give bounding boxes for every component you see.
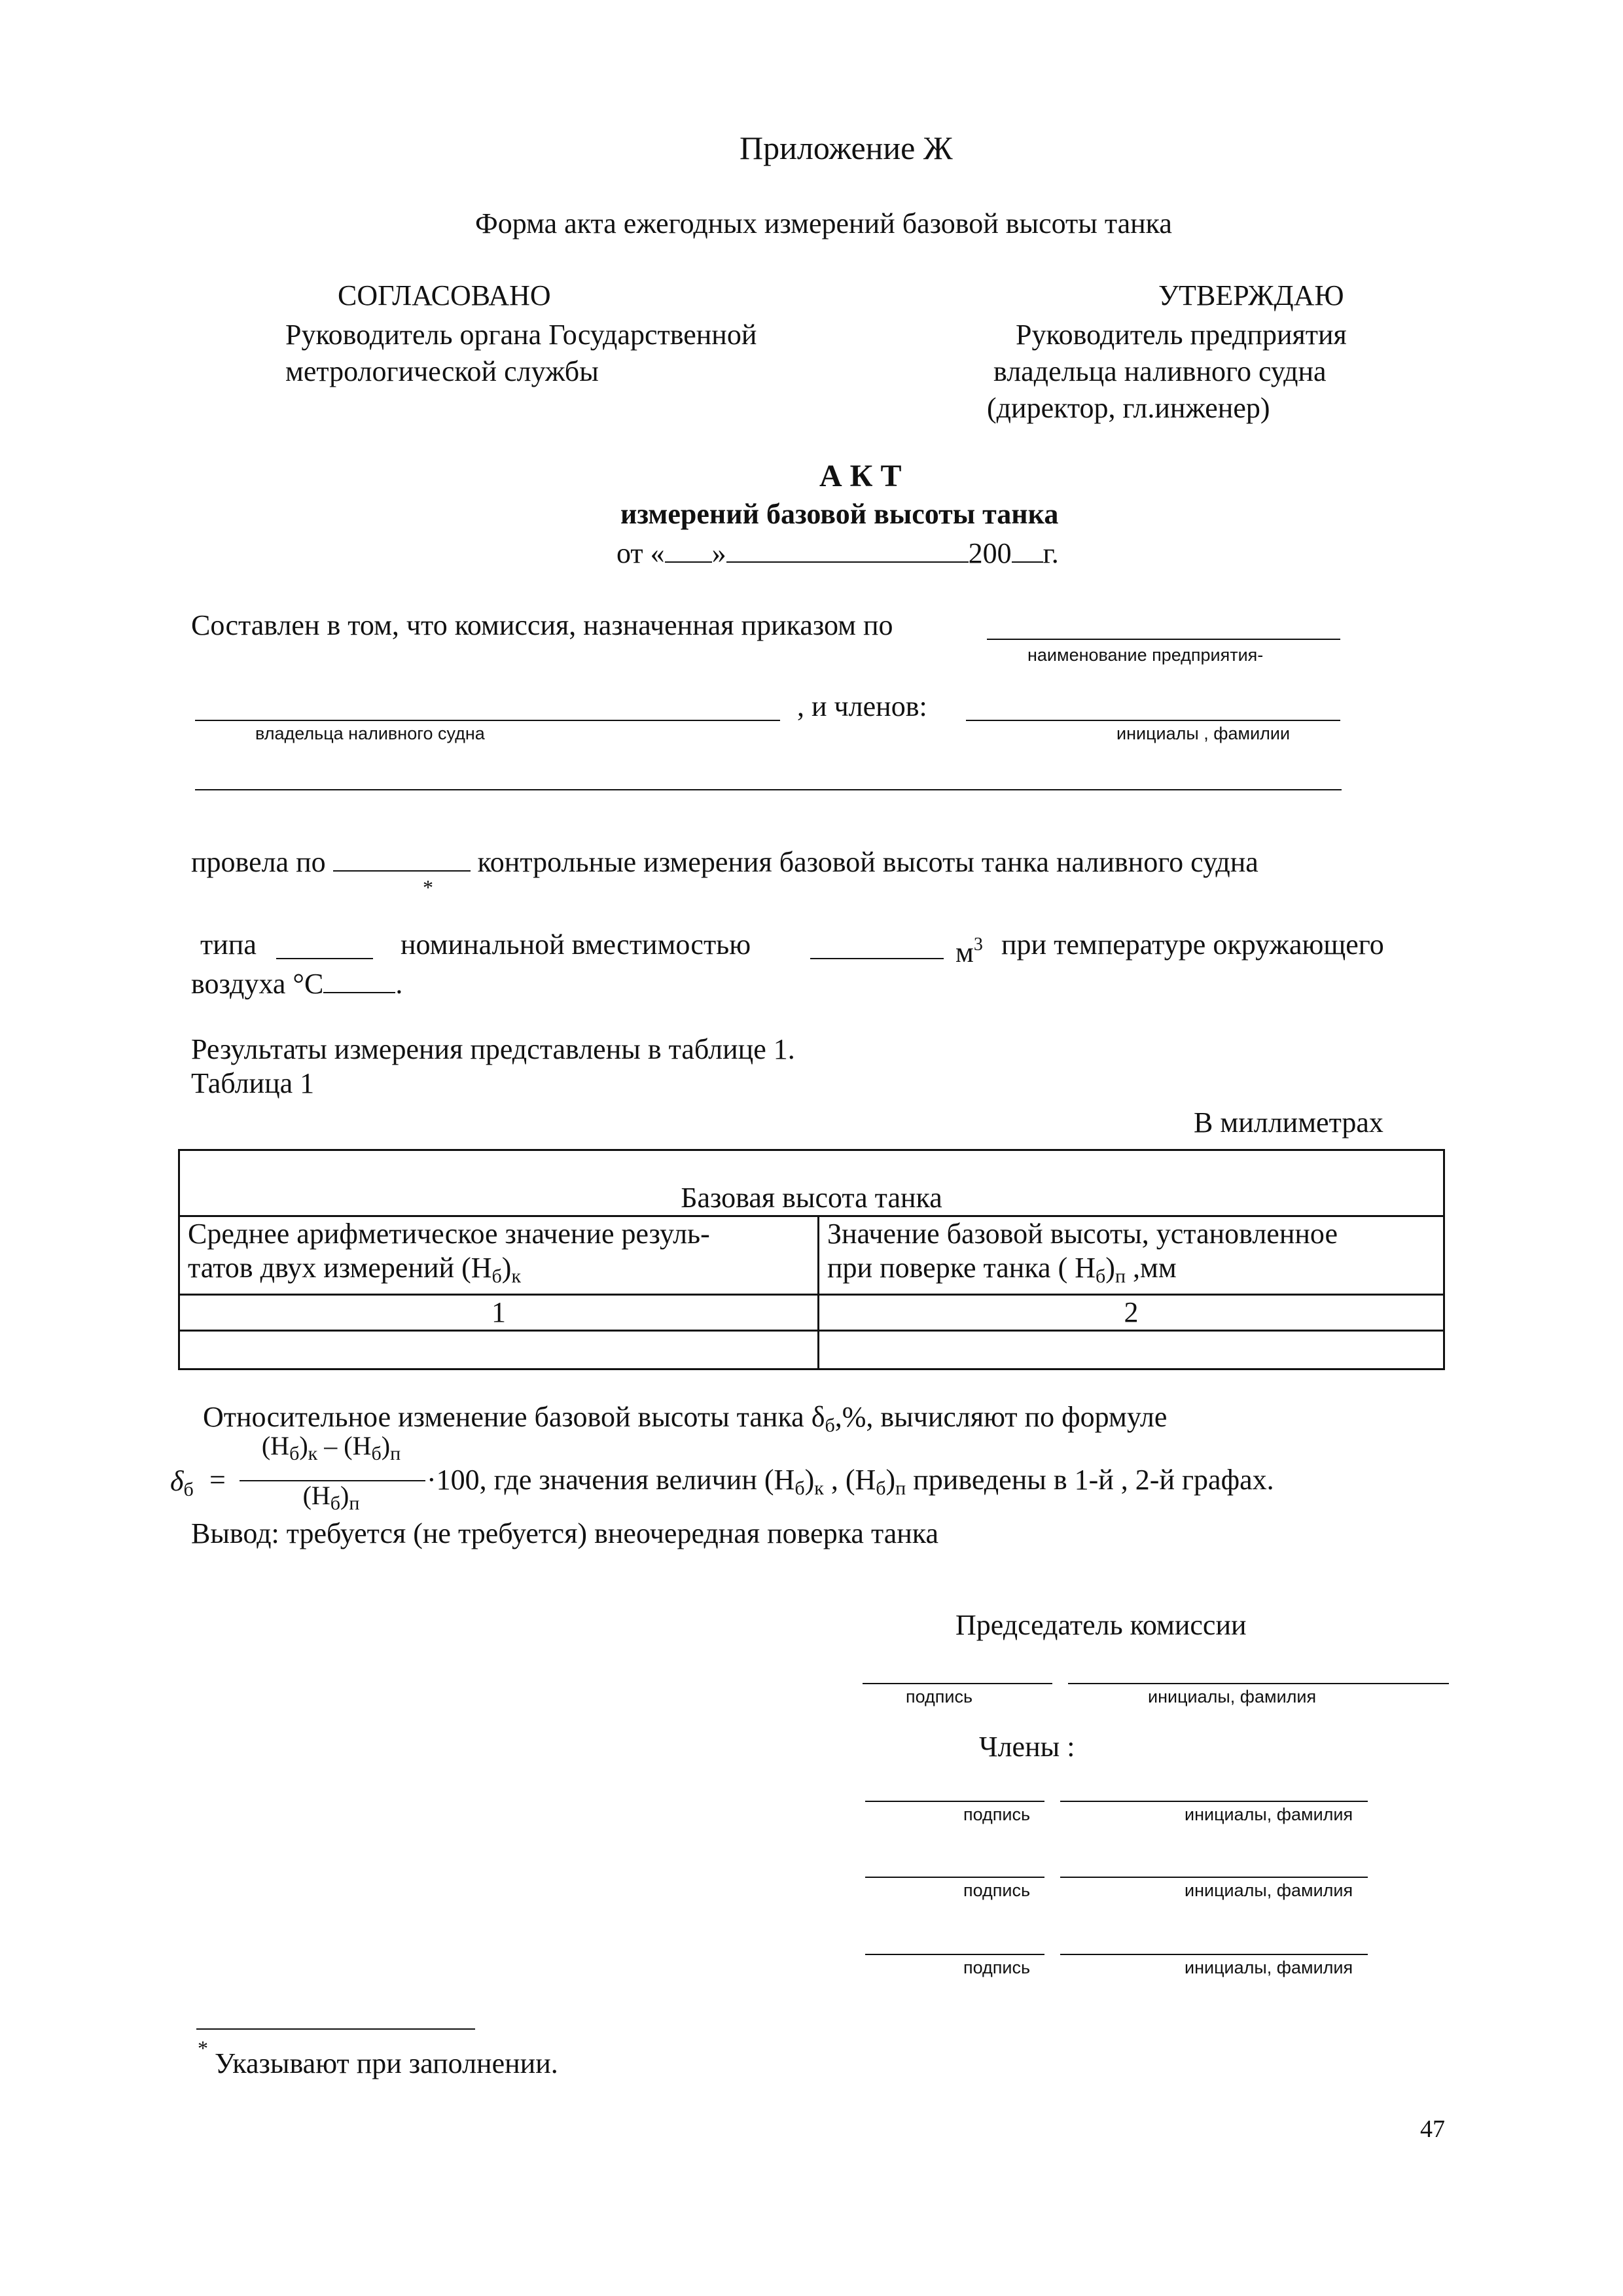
date-mid: » bbox=[711, 537, 726, 569]
type-line bbox=[276, 958, 373, 959]
extra-members-line bbox=[195, 789, 1342, 790]
m-sub2: к bbox=[814, 1477, 824, 1499]
num-minus: – (Н bbox=[317, 1431, 372, 1460]
num-sub3: б bbox=[371, 1443, 382, 1464]
member3-sign-caption: подпись bbox=[963, 1958, 1031, 1977]
act-title: А К Т bbox=[819, 459, 902, 493]
col2-number: 2 bbox=[819, 1295, 1444, 1331]
col2-header bbox=[819, 1216, 1444, 1295]
results-text: Результаты измерения представлены в таблице 1. bbox=[191, 1033, 795, 1065]
member3-name-caption: инициалы, фамилия bbox=[1185, 1958, 1353, 1977]
results-table bbox=[178, 1149, 1445, 1370]
formula-rest bbox=[427, 1463, 1274, 1506]
footnote-rule bbox=[196, 2028, 475, 2030]
formula-intro-end: ,%, вычисляют по формуле bbox=[834, 1401, 1168, 1433]
num-sub1: б bbox=[289, 1443, 300, 1464]
members-text: , и членов: bbox=[797, 690, 927, 722]
table-data-row bbox=[179, 1331, 1444, 1369]
col1-value[interactable] bbox=[179, 1331, 819, 1369]
approve-line2: владельца наливного судна bbox=[993, 355, 1327, 387]
member3-name-line bbox=[1060, 1954, 1368, 1955]
date-prefix: от « bbox=[616, 537, 665, 569]
member2-sign-line bbox=[865, 1877, 1044, 1878]
num-close: ) bbox=[381, 1431, 391, 1460]
col2-line1: Значение базовой высоты, установленное bbox=[827, 1218, 1338, 1250]
col1-line2 bbox=[188, 1251, 810, 1294]
air-end: . bbox=[395, 968, 403, 1000]
form-title: Форма акта ежегодных измерений базовой высоты танка bbox=[475, 207, 1172, 239]
col2-unit: ,мм bbox=[1126, 1252, 1177, 1284]
member2-name-caption: инициалы, фамилия bbox=[1185, 1881, 1353, 1900]
member2-sign-caption: подпись bbox=[963, 1881, 1031, 1900]
chair-name-line bbox=[1068, 1683, 1449, 1684]
table-label: Таблица 1 bbox=[191, 1067, 315, 1099]
member1-name-line bbox=[1060, 1801, 1368, 1802]
m-comma: , (Н bbox=[823, 1464, 876, 1496]
formula-lhs bbox=[170, 1464, 194, 1507]
m-sub1: б bbox=[794, 1477, 805, 1499]
m-sub4: п bbox=[895, 1477, 906, 1499]
col1-line2-text: татов двух измерений (Н bbox=[188, 1252, 492, 1284]
m-close1: ) bbox=[804, 1464, 815, 1496]
initials-caption: инициалы , фамилии bbox=[1116, 724, 1291, 743]
col1-sub2: к bbox=[511, 1265, 522, 1287]
members-line bbox=[966, 720, 1340, 721]
formula-mult: ·100, где значения величин (Н bbox=[427, 1464, 795, 1496]
approve-line3: (директор, гл.инженер) bbox=[987, 392, 1270, 424]
asterisk-mark: * bbox=[423, 875, 433, 899]
unit-m-text: м bbox=[955, 936, 974, 968]
member1-sign-line bbox=[865, 1801, 1044, 1802]
page-number: 47 bbox=[1420, 2115, 1445, 2143]
col2-close: ) bbox=[1105, 1252, 1115, 1284]
chair-sign-caption: подпись bbox=[906, 1687, 973, 1706]
owner-caption: владельца наливного судна bbox=[255, 724, 485, 743]
chairman-title: Председатель комиссии bbox=[955, 1609, 1247, 1641]
agreed-line2: метрологической службы bbox=[285, 355, 599, 387]
table-header-row bbox=[179, 1150, 1444, 1216]
member1-sign-caption: подпись bbox=[963, 1805, 1031, 1824]
chair-sign-line bbox=[863, 1683, 1052, 1684]
capacity-line bbox=[810, 958, 944, 959]
formula-intro-text: Относительное изменение базовой высоты танка δ bbox=[203, 1401, 825, 1433]
units-note: В миллиметрах bbox=[1194, 1106, 1383, 1139]
den-sub1: б bbox=[330, 1492, 341, 1514]
col1-line1: Среднее арифметическое значение резуль- bbox=[188, 1218, 710, 1250]
conclusion: Вывод: требуется (не требуется) внеочередная поверка танка bbox=[191, 1517, 939, 1549]
col1-number: 1 bbox=[179, 1295, 819, 1331]
col2-value[interactable] bbox=[819, 1331, 1444, 1369]
m-sub3: б bbox=[876, 1477, 886, 1499]
col2-line2-text: при поверке танка ( Н bbox=[827, 1252, 1096, 1284]
unit-m bbox=[955, 928, 983, 970]
m-end: приведены в 1-й , 2-й графах. bbox=[906, 1464, 1274, 1496]
temp-text: при температуре окружающего bbox=[1001, 928, 1384, 961]
formula-delta-sub: б bbox=[183, 1479, 194, 1500]
formula-equals: = bbox=[209, 1464, 226, 1496]
col2-sub2: п bbox=[1115, 1265, 1126, 1287]
agreed-line1: Руководитель органа Государственной bbox=[285, 319, 757, 351]
unit-m-sup: 3 bbox=[973, 934, 983, 955]
table-num-row bbox=[179, 1295, 1444, 1331]
approve-heading: УТВЕРЖДАЮ bbox=[1158, 279, 1344, 311]
agreed-heading: СОГЛАСОВАНО bbox=[338, 279, 551, 311]
approve-line1: Руководитель предприятия bbox=[1016, 319, 1347, 351]
date-year: 200 bbox=[968, 537, 1012, 569]
date-suffix: г. bbox=[1043, 537, 1059, 569]
chair-name-caption: инициалы, фамилия bbox=[1148, 1687, 1317, 1706]
num-sub2: к bbox=[308, 1443, 318, 1464]
col1-close: ) bbox=[501, 1252, 512, 1284]
formula-delta: δ bbox=[170, 1465, 184, 1497]
col2-sub: б bbox=[1096, 1265, 1106, 1287]
owner-line bbox=[195, 720, 780, 721]
col1-header bbox=[179, 1216, 819, 1295]
member3-sign-line bbox=[865, 1954, 1044, 1955]
den-open: (Н bbox=[302, 1481, 330, 1510]
num-sub4: п bbox=[390, 1443, 401, 1464]
formula-intro-sub: б bbox=[825, 1415, 835, 1436]
air-text: воздуха °С bbox=[191, 968, 324, 1000]
conducted-prefix: провела по bbox=[191, 846, 326, 878]
formula-numerator bbox=[237, 1430, 425, 1470]
member2-name-line bbox=[1060, 1877, 1368, 1878]
formula-denominator bbox=[237, 1480, 425, 1519]
conducted-suffix: контрольные измерения базовой высоты танка наливного судна bbox=[477, 846, 1258, 878]
act-subtitle: измерений базовой высоты танка bbox=[620, 498, 1059, 530]
den-sub2: п bbox=[349, 1492, 360, 1514]
member1-name-caption: инициалы, фамилия bbox=[1185, 1805, 1353, 1824]
footnote-text: Указывают при заполнении. bbox=[215, 2047, 558, 2079]
footnote-mark: * bbox=[198, 2036, 208, 2060]
col1-sub: б bbox=[491, 1265, 502, 1287]
conducted-line bbox=[191, 844, 1258, 879]
num-open: (Н bbox=[261, 1431, 290, 1460]
composed-text: Составлен в том, что комиссия, назначенная приказом по bbox=[191, 609, 893, 641]
enterprise-caption: наименование предприятия- bbox=[1027, 645, 1264, 665]
enterprise-line bbox=[987, 639, 1340, 640]
m-close2: ) bbox=[885, 1464, 896, 1496]
col2-line2 bbox=[827, 1251, 1435, 1294]
den-close: ) bbox=[340, 1481, 349, 1510]
table-col-headers bbox=[179, 1216, 1444, 1295]
act-date bbox=[616, 535, 1059, 571]
nominal-text: номинальной вместимостью bbox=[401, 928, 751, 961]
table-header bbox=[179, 1150, 1444, 1216]
table-header-text: Базовая высота танка bbox=[681, 1182, 942, 1214]
members-title: Члены : bbox=[979, 1731, 1075, 1763]
num-mid: ) bbox=[299, 1431, 308, 1460]
air-line bbox=[191, 966, 402, 1001]
type-word: типа bbox=[200, 928, 257, 961]
appendix-title: Приложение Ж bbox=[740, 130, 953, 166]
